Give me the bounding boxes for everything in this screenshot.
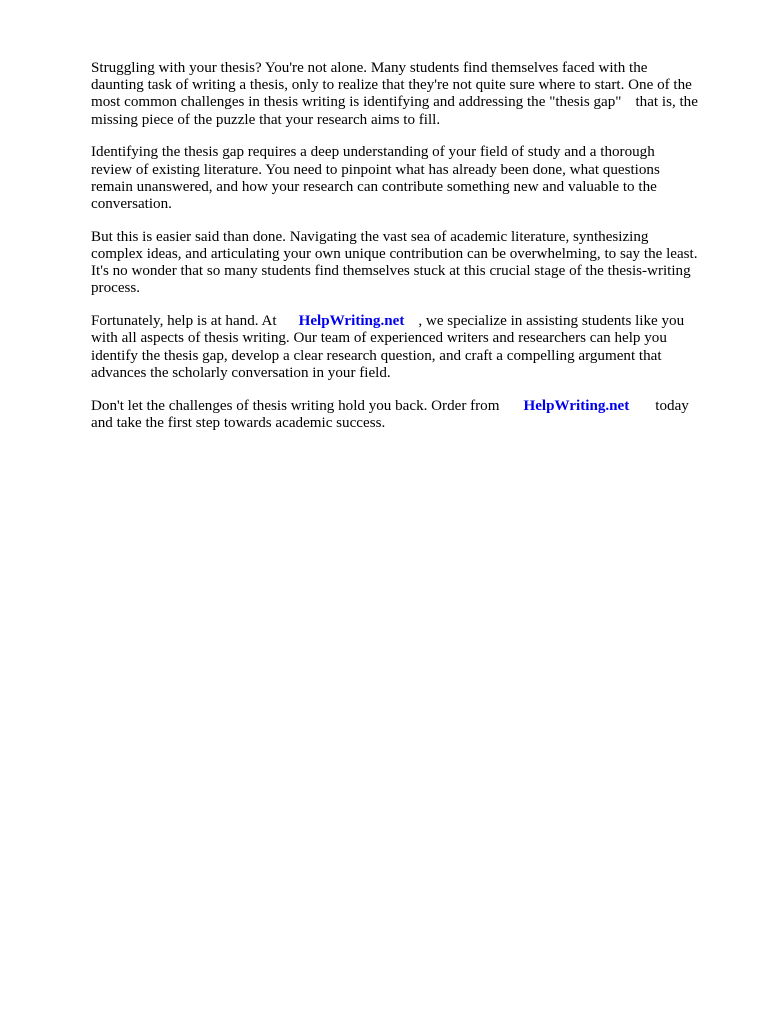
helpwriting-link[interactable]: HelpWriting.net [523,397,630,414]
text-line: Identifying the thesis gap requires a deep understanding of your field of study and a thorough [91,144,655,161]
text-line: remain unanswered, and how your research can contribute something new and valuable to the [91,178,657,195]
text-line: daunting task of writing a thesis, only to realize that they're not quite sure where to start. One of the [91,77,692,94]
paragraph-1 [91,60,721,129]
text-line [91,94,721,111]
text-segment: Fortunately, help is at hand. At [91,313,277,330]
helpwriting-link[interactable]: HelpWriting.net [298,313,405,330]
text-line: complex ideas, and articulating your own unique contribution can be overwhelming, to say the least. [91,246,698,263]
paragraph-5 [91,398,721,432]
text-line: But this is easier said than done. Navigating the vast sea of academic literature, synthesizing [91,228,649,245]
text-segment: , we specialize in assisting students like you [418,313,685,330]
document-body [91,60,721,448]
text-line: and take the first step towards academic success. [91,414,386,431]
paragraph-4 [91,313,721,382]
text-line [91,398,721,415]
text-line: It's no wonder that so many students find themselves stuck at this crucial stage of the thesis-writing [91,263,691,280]
text-line [91,313,721,330]
text-segment: today [655,397,689,414]
text-line: identify the thesis gap, develop a clear research question, and craft a compelling argument that [91,347,662,364]
text-line: with all aspects of thesis writing. Our team of experienced writers and researchers can help you [91,330,667,347]
text-line: review of existing literature. You need to pinpoint what has already been done, what questions [91,161,660,178]
text-line: advances the scholarly conversation in your field. [91,364,391,381]
paragraph-3 [91,229,721,298]
text-segment: that is, the [635,94,698,111]
text-line: conversation. [91,196,172,213]
text-segment: most common challenges in thesis writing is identifying and addressing the "thesis gap" [91,94,622,111]
paragraph-2 [91,144,721,213]
text-segment: Don't let the challenges of thesis writing hold you back. Order from [91,397,500,414]
text-line: Struggling with your thesis? You're not alone. Many students find themselves faced with the [91,60,648,76]
text-line: missing piece of the puzzle that your research aims to fill. [91,111,441,128]
text-line: process. [91,280,141,297]
